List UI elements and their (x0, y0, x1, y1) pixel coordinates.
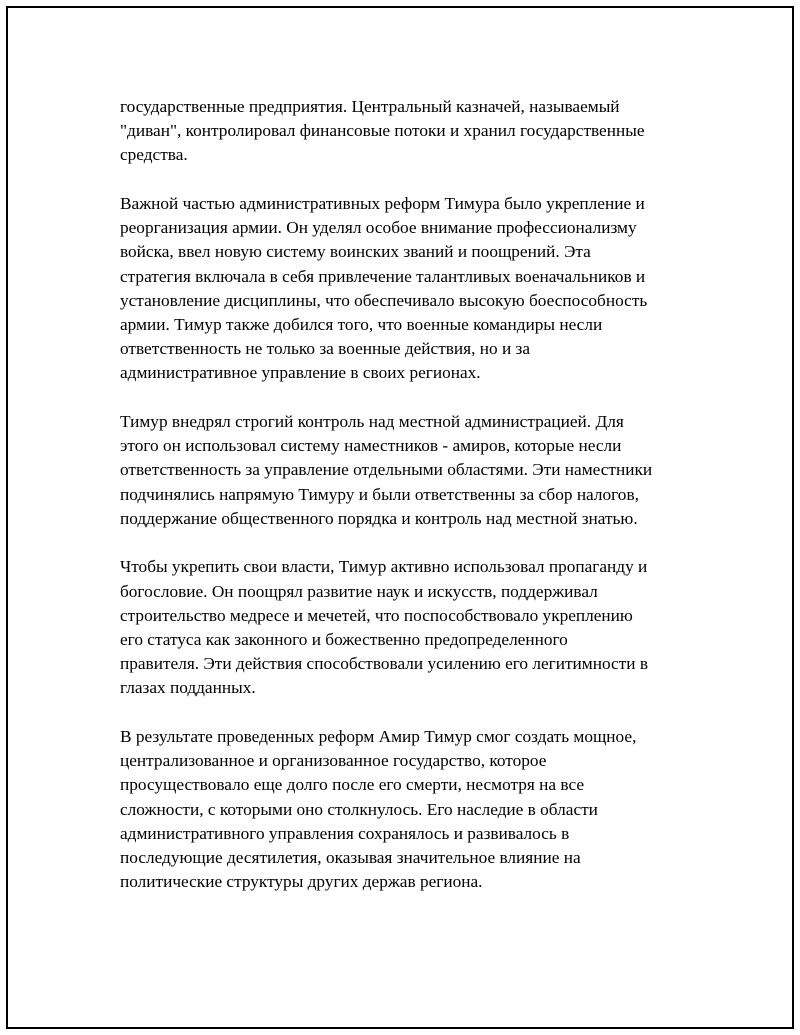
text-line: строительство медресе и мечетей, что поспособствовало укреплению (120, 605, 633, 625)
text-line: армии. Тимур также добился того, что военные командиры несли (120, 315, 603, 335)
text-line: стратегия включала в себя привлечение талантливых военачальников и (120, 266, 646, 286)
text-line: последующие десятилетия, оказывая значительное влияние на (120, 848, 581, 868)
text-line: реорганизация армии. Он уделял особое внимание профессионализму (120, 218, 637, 238)
text-line: его статуса как законного и божественно предопределенного (120, 630, 568, 650)
text-line: войска, ввел новую систему воинских званий и поощрений. Эта (120, 242, 591, 262)
text-line: В результате проведенных реформ Амир Тимур смог создать мощное, (120, 727, 637, 747)
text-line: государственные предприятия. Центральный казначей, называемый (120, 97, 620, 116)
text-line: административного управления сохранялось и развивалось в (120, 823, 570, 843)
paragraph-1 (120, 95, 720, 168)
text-line: этого он использовал систему наместников - амиров, которые несли (120, 436, 622, 456)
text-line: Чтобы укрепить свои власти, Тимур активно использовал пропаганду и (120, 557, 648, 577)
text-line: правителя. Эти действия способствовали усилению его легитимности в (120, 654, 648, 674)
document-body (120, 95, 720, 919)
text-line: ответственность не только за военные действия, но и за (120, 339, 531, 359)
text-line: политические структуры других держав региона. (120, 872, 483, 892)
text-line: ответственность за управление отдельными областями. Эти наместники (120, 460, 653, 480)
text-line: богословие. Он поощрял развитие наук и искусств, поддерживал (120, 581, 598, 601)
text-line: сложности, с которыми оно столкнулось. Его наследие в области (120, 799, 598, 819)
text-line: установление дисциплины, что обеспечивало высокую боеспособность (120, 290, 648, 310)
text-line: поддержание общественного порядка и контроль над местной знатью. (120, 508, 638, 528)
text-line: подчинялись напрямую Тимуру и были ответственны за сбор налогов, (120, 484, 639, 504)
paragraph-3 (120, 410, 720, 531)
text-line: глазах подданных. (120, 678, 256, 698)
page-frame (6, 6, 794, 1029)
paragraph-5 (120, 725, 720, 894)
text-line: Тимур внедрял строгий контроль над местной администрацией. Для (120, 412, 624, 432)
text-line: централизованное и организованное государство, которое (120, 751, 547, 771)
paragraph-2 (120, 192, 720, 386)
text-line: "диван", контролировал финансовые потоки и хранил государственные (120, 121, 645, 141)
text-line: административное управление в своих регионах. (120, 363, 481, 383)
text-line: Важной частью административных реформ Тимура было укрепление и (120, 194, 645, 213)
text-line: просуществовало еще долго после его смерти, несмотря на все (120, 775, 585, 795)
paragraph-4 (120, 555, 720, 700)
text-line: средства. (120, 145, 188, 165)
